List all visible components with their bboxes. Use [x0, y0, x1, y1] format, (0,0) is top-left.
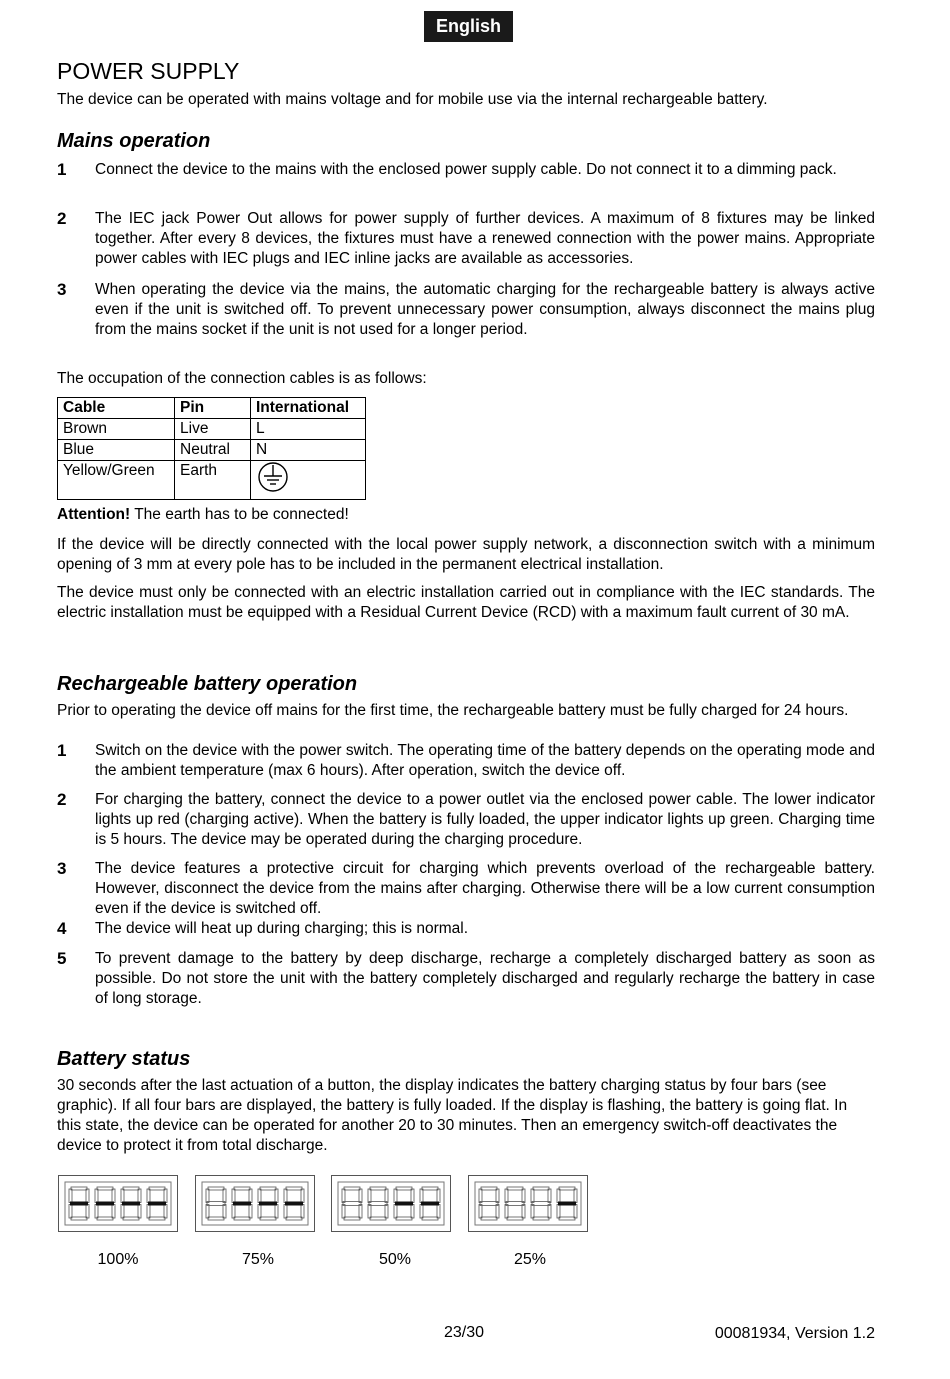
table-header: Cable: [58, 398, 175, 419]
charge-bar-active: [70, 1202, 88, 1206]
item-number: 3: [57, 280, 67, 299]
table-cell: Blue: [58, 440, 175, 461]
table-header-row: [58, 398, 366, 419]
item-text: The device will heat up during charging; this is normal.: [95, 920, 469, 937]
battery-status-text: 30 seconds after the last actuation of a button, the display indicates the battery charging status by four bars (see graphic). If all four bars are displayed, the battery is fully loaded. If the display is flashing, the battery is going flat. In this state, the device can be operated for another 20 to 30 minutes. Then an emergency switch-off deactivates the device to protect it from total discharge.: [57, 1077, 848, 1154]
digit-segment-group: [394, 1187, 414, 1220]
table-header: International: [251, 398, 366, 419]
cable-table: [57, 397, 366, 500]
intro-text: The device can be operated with mains voltage and for mobile use via the internal rechargeable battery.: [57, 91, 768, 108]
battery-indicator: [195, 1175, 315, 1232]
table-row: [58, 419, 366, 440]
page-number: 23/30: [444, 1324, 485, 1341]
item-number: 2: [57, 209, 67, 228]
table-row: [58, 461, 366, 500]
battery-percentage-label: 50%: [378, 1251, 412, 1268]
battery-display-icon: [332, 1176, 450, 1231]
attention-text: The earth has to be connected!: [130, 506, 349, 523]
digit-segment-group: [69, 1187, 89, 1220]
digit-segment-group: [147, 1187, 167, 1220]
charge-bar-active: [148, 1202, 166, 1206]
table-cell: Yellow/Green: [58, 461, 175, 500]
mains-item-2: [57, 209, 875, 269]
charge-bar-active: [421, 1202, 439, 1206]
digit-segment-group: [121, 1187, 141, 1220]
table-cell: [251, 461, 366, 500]
table-row: [58, 440, 366, 461]
table-cell: N: [251, 440, 366, 461]
item-text: Connect the device to the mains with the enclosed power supply cable. Do not connect it to a dimming pack.: [95, 161, 837, 178]
battery-item-5: [57, 949, 875, 1009]
earth-icon: [256, 461, 290, 493]
item-text: The device features a protective circuit for charging which prevents overload of the rechargeable battery. However, disconnect the device from the mains after charging. Otherwise there will be a low current consumption even if the device is switched off.: [95, 860, 875, 917]
battery-operation-heading: Rechargeable battery operation: [57, 673, 358, 695]
digit-segment-group: [505, 1187, 525, 1220]
battery-status-heading: Battery status: [57, 1048, 191, 1070]
iec-paragraph: The device must only be connected with an electric installation carried out in compliance with the IEC standards. The electric installation must be equipped with a Residual Current Device (RCD) with a maximum fault current of 30 mA.: [57, 584, 875, 621]
battery-item-2: [57, 790, 875, 850]
item-text: To prevent damage to the battery by deep discharge, recharge a completely discharged battery as soon as possible. Do not store the unit with the battery completely discharged and regularly recharge the battery in case of long storage.: [95, 950, 875, 1007]
digit-segment-group: [206, 1187, 226, 1220]
charge-bar-active: [285, 1202, 303, 1206]
charge-bar-inactive: [343, 1202, 361, 1206]
battery-display-icon: [469, 1176, 587, 1231]
charge-bar-inactive: [506, 1202, 524, 1206]
item-text: The IEC jack Power Out allows for power supply of further devices. A maximum of 8 fixtures may be linked together. After every 8 devices, the fixtures must have a renewed connection with the power mains. Appropriate power cables with IEC plugs and IEC inline jacks are available as accessories.: [95, 210, 875, 267]
digit-segment-group: [420, 1187, 440, 1220]
item-number: 4: [57, 919, 67, 938]
charge-bar-inactive: [369, 1202, 387, 1206]
mains-heading: Mains operation: [57, 130, 211, 152]
item-number: 2: [57, 790, 67, 809]
charge-bar-active: [395, 1202, 413, 1206]
table-cell: Earth: [175, 461, 251, 500]
digit-segment-group: [531, 1187, 551, 1220]
table-cell: Brown: [58, 419, 175, 440]
mains-item-3: [57, 280, 875, 340]
page-title: POWER SUPPLY: [57, 58, 240, 84]
charge-bar-inactive: [532, 1202, 550, 1206]
disconnect-paragraph: If the device will be directly connected with the local power supply network, a disconnection switch with a minimum opening of 3 mm at every pole has to be included in the permanent electrical installation.: [57, 536, 875, 573]
digit-segment-group: [342, 1187, 362, 1220]
charge-bar-inactive: [207, 1202, 225, 1206]
document-version: 00081934, Version 1.2: [714, 1325, 875, 1342]
battery-item-1: [57, 741, 875, 781]
item-number: 3: [57, 859, 67, 878]
cables-intro: The occupation of the connection cables is as follows:: [57, 370, 427, 387]
language-tab: English: [424, 11, 513, 42]
battery-operation-intro: Prior to operating the device off mains for the first time, the rechargeable battery must be fully charged for 24 hours.: [57, 702, 849, 719]
table-cell: L: [251, 419, 366, 440]
item-number: 1: [57, 160, 67, 179]
charge-bar-active: [233, 1202, 251, 1206]
attention-label: Attention!: [57, 506, 131, 523]
digit-segment-group: [284, 1187, 304, 1220]
digit-segment-group: [258, 1187, 278, 1220]
digit-segment-group: [479, 1187, 499, 1220]
battery-display-icon: [196, 1176, 314, 1231]
attention-note: [57, 505, 875, 525]
battery-percentage-label: 75%: [241, 1251, 275, 1268]
table-cell: Neutral: [175, 440, 251, 461]
table-cell: Live: [175, 419, 251, 440]
charge-bar-active: [259, 1202, 277, 1206]
battery-percentage-label: 100%: [97, 1251, 139, 1268]
battery-display-icon: [59, 1176, 177, 1231]
item-text: When operating the device via the mains, the automatic charging for the rechargeable battery is always active even if the unit is switched off. To prevent unnecessary power consumption, always disconnect the mains plug from the mains socket if the unit is not used for a longer period.: [95, 281, 875, 338]
item-number: 5: [57, 949, 67, 968]
charge-bar-active: [558, 1202, 576, 1206]
battery-indicator: [58, 1175, 178, 1232]
digit-segment-group: [95, 1187, 115, 1220]
charge-bar-active: [122, 1202, 140, 1206]
charge-bar-inactive: [480, 1202, 498, 1206]
item-text: Switch on the device with the power switch. The operating time of the battery depends on the operating mode and the ambient temperature (max 6 hours). After operation, switch the device off.: [95, 742, 875, 779]
battery-percentage-label: 25%: [513, 1251, 547, 1268]
battery-item-4: [57, 919, 875, 939]
mains-item-1: [57, 160, 875, 180]
table-header: Pin: [175, 398, 251, 419]
charge-bar-active: [96, 1202, 114, 1206]
digit-segment-group: [368, 1187, 388, 1220]
item-text: For charging the battery, connect the device to a power outlet via the enclosed power cable. The lower indicator lights up red (charging active). When the battery is fully loaded, the upper indicator lights up green. Charging time is 5 hours. The device may be operated during the charging procedure.: [95, 791, 875, 848]
item-number: 1: [57, 741, 67, 760]
digit-segment-group: [232, 1187, 252, 1220]
digit-segment-group: [557, 1187, 577, 1220]
battery-item-3: [57, 859, 875, 919]
battery-indicator: [331, 1175, 451, 1232]
battery-indicator: [468, 1175, 588, 1232]
